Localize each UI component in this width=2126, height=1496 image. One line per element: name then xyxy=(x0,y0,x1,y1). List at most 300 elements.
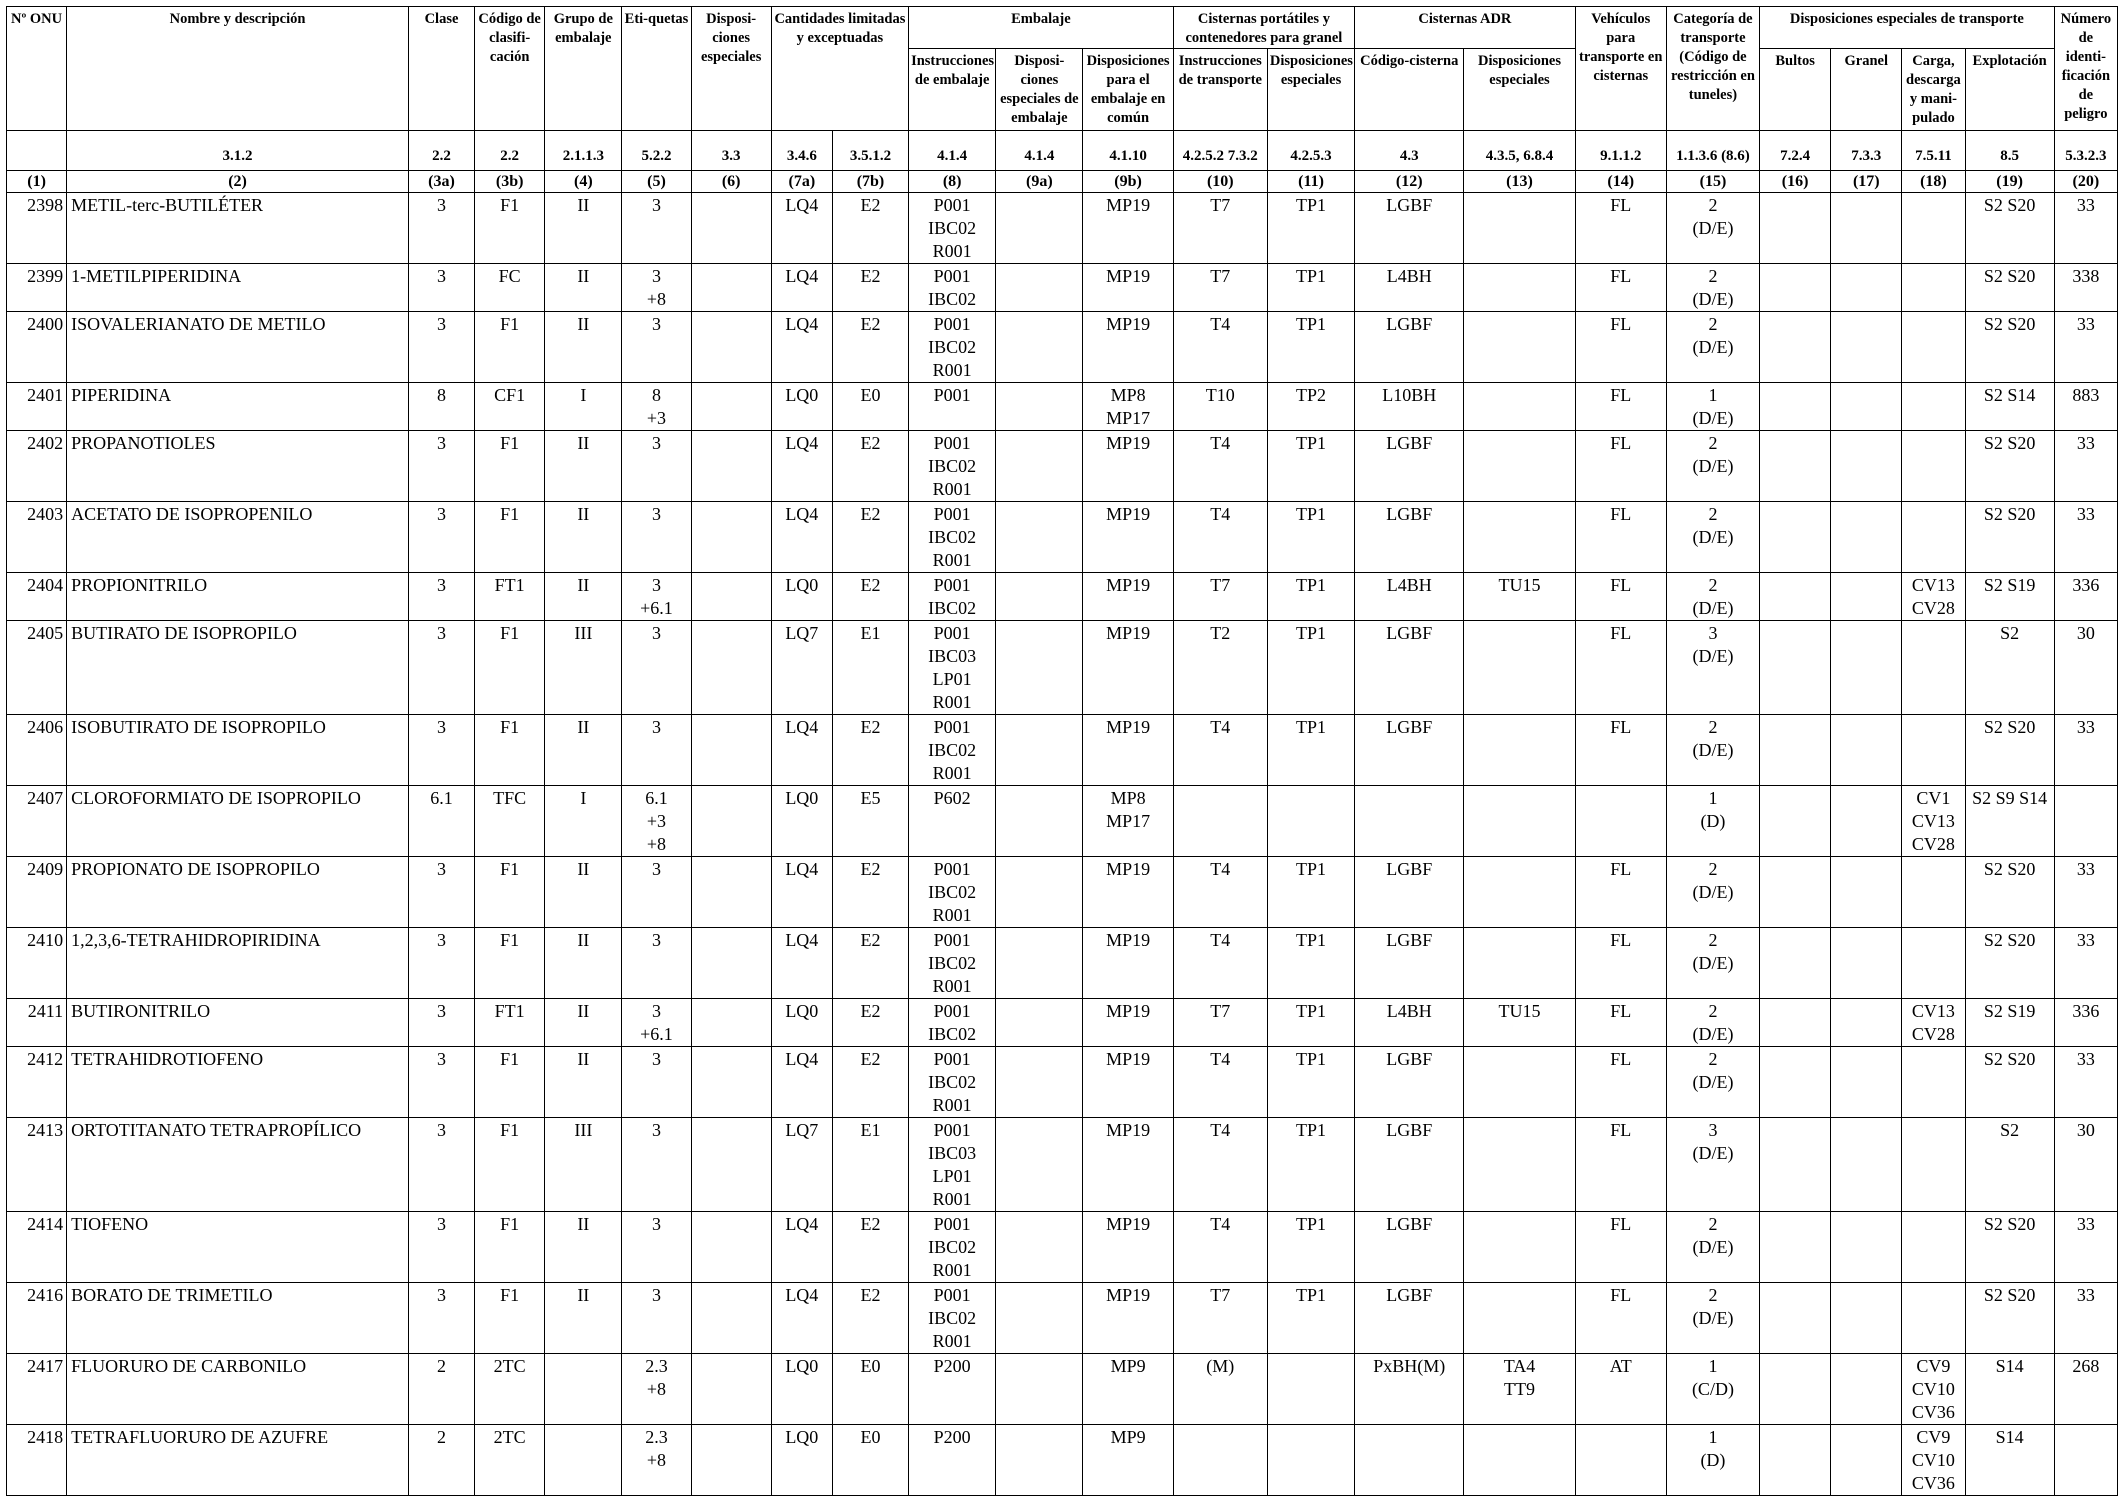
cell-grupo-embalaje xyxy=(545,715,622,786)
cell-codigo-clasificacion xyxy=(475,1047,545,1118)
cell-line: LGBF xyxy=(1386,930,1433,950)
header-cisternas-port: Cisternas portátiles y contenedores para granel xyxy=(1173,7,1354,49)
cell-disp-esp-cisternas xyxy=(1267,715,1354,786)
cell-line: LQ7 xyxy=(785,623,819,643)
header-disp-esp-adr: Disposiciones especiales xyxy=(1464,49,1575,131)
table-row xyxy=(7,193,2118,264)
cell-cantidades-exceptuadas xyxy=(832,999,908,1047)
cell-line: CV9 xyxy=(1916,1427,1951,1447)
cell-explotacion xyxy=(1965,264,2054,312)
cell-instrucciones-transporte xyxy=(1173,1425,1267,1496)
cell-line: MP19 xyxy=(1106,1049,1151,1069)
cell-disposiciones-especiales xyxy=(691,1047,771,1118)
col-number: (19) xyxy=(1965,171,2054,193)
cell-line: FT1 xyxy=(494,1001,525,1021)
cell-line: 2 xyxy=(437,1427,446,1447)
cell-name xyxy=(67,502,409,573)
cell-cantidades-exceptuadas xyxy=(832,431,908,502)
header-un: Nº ONU xyxy=(7,7,67,131)
cell-cantidades-limitadas xyxy=(771,999,832,1047)
cell-disposiciones-especiales xyxy=(691,264,771,312)
cell-grupo-embalaje xyxy=(545,383,622,431)
cell-disp-esp-adr xyxy=(1464,1047,1575,1118)
cell-clase xyxy=(408,857,474,928)
cell-instrucciones-embalaje xyxy=(909,1118,996,1212)
header-codigo-clasif: Código de clasifi-cación xyxy=(475,7,545,131)
cell-line: 3 xyxy=(651,1120,661,1140)
cell-numero-peligro xyxy=(2054,715,2117,786)
cell-un-number xyxy=(7,1047,67,1118)
cell-line: P001 xyxy=(933,1049,971,1069)
cell-line: P001 xyxy=(933,717,971,737)
ref-cell: 3.1.2 xyxy=(67,131,409,171)
cell-line: 3 xyxy=(437,504,446,524)
cell-line: (D/E) xyxy=(1692,740,1734,760)
cell-disposiciones-especiales xyxy=(691,383,771,431)
header-disp-emb: Disposi-ciones especiales de embalaje xyxy=(996,49,1083,131)
cell-instrucciones-transporte xyxy=(1173,621,1267,715)
cell-line: 1 xyxy=(1708,788,1718,808)
ref-cell-empty xyxy=(7,131,67,171)
cell-grupo-embalaje xyxy=(545,1283,622,1354)
cell-carga-descarga xyxy=(1902,928,1965,999)
cell-disposiciones-especiales xyxy=(691,502,771,573)
cell-line: (D) xyxy=(1700,1450,1726,1470)
cell-line: BORATO DE TRIMETILO xyxy=(71,1285,273,1305)
cell-line: 268 xyxy=(2072,1356,2100,1376)
cell-line: ACETATO DE ISOPROPENILO xyxy=(71,504,313,524)
cell-line: FL xyxy=(1610,1214,1632,1234)
cell-disp-esp-cisternas xyxy=(1267,193,1354,264)
cell-cantidades-exceptuadas xyxy=(832,928,908,999)
cell-line: CV9 xyxy=(1916,1356,1951,1376)
ref-cell: 2.2 xyxy=(475,131,545,171)
cell-disp-esp-embalaje xyxy=(996,786,1083,857)
cell-disp-embalaje-comun xyxy=(1083,928,1173,999)
cell-codigo-cisterna xyxy=(1355,857,1464,928)
cell-line: IBC02 xyxy=(928,953,977,973)
cell-line: IBC02 xyxy=(928,598,977,618)
cell-codigo-clasificacion xyxy=(475,999,545,1047)
cell-codigo-clasificacion xyxy=(475,715,545,786)
cell-line: LQ4 xyxy=(785,266,819,286)
cell-explotacion xyxy=(1965,383,2054,431)
cell-granel xyxy=(1831,1354,1902,1425)
cell-line: 3 xyxy=(651,195,661,215)
cell-granel xyxy=(1831,573,1902,621)
cell-cantidades-exceptuadas xyxy=(832,857,908,928)
table-row xyxy=(7,383,2118,431)
cell-carga-descarga xyxy=(1902,715,1965,786)
col-number: (5) xyxy=(622,171,691,193)
cell-line: R001 xyxy=(932,241,972,261)
cell-line: (D/E) xyxy=(1692,1024,1734,1044)
cell-line: S2 S20 xyxy=(1983,195,2036,215)
cell-line: 1-METILPIPERIDINA xyxy=(71,266,242,286)
cell-line: 6.1 xyxy=(430,788,453,808)
cell-line: LGBF xyxy=(1386,623,1433,643)
cell-line: FL xyxy=(1610,504,1632,524)
cell-disp-esp-embalaje xyxy=(996,1118,1083,1212)
cell-disp-esp-embalaje xyxy=(996,383,1083,431)
cell-etiquetas xyxy=(622,193,691,264)
cell-line: S2 S14 xyxy=(1983,385,2036,405)
cell-clase xyxy=(408,312,474,383)
cell-line: (D/E) xyxy=(1692,646,1734,666)
cell-granel xyxy=(1831,999,1902,1047)
cell-carga-descarga xyxy=(1902,502,1965,573)
cell-line: R001 xyxy=(932,1095,972,1115)
cell-un-number xyxy=(7,193,67,264)
cell-codigo-cisterna xyxy=(1355,1047,1464,1118)
cell-disp-esp-adr xyxy=(1464,573,1575,621)
cell-explotacion xyxy=(1965,999,2054,1047)
cell-disp-embalaje-comun xyxy=(1083,999,1173,1047)
cell-line: LQ4 xyxy=(785,1214,819,1234)
cell-line: IBC02 xyxy=(928,1237,977,1257)
cell-codigo-cisterna xyxy=(1355,383,1464,431)
cell-line: T4 xyxy=(1210,1120,1231,1140)
cell-line: TP1 xyxy=(1296,1285,1327,1305)
cell-line: T7 xyxy=(1210,195,1231,215)
cell-carga-descarga xyxy=(1902,999,1965,1047)
cell-instrucciones-transporte xyxy=(1173,312,1267,383)
cell-codigo-cisterna xyxy=(1355,1354,1464,1425)
cell-numero-peligro xyxy=(2054,431,2117,502)
cell-line: T7 xyxy=(1210,1001,1231,1021)
cell-explotacion xyxy=(1965,857,2054,928)
cell-line: E0 xyxy=(860,385,881,405)
cell-disp-esp-cisternas xyxy=(1267,312,1354,383)
cell-bultos xyxy=(1760,857,1831,928)
cell-line: TETRAFLUORURO DE AZUFRE xyxy=(71,1427,329,1447)
cell-grupo-embalaje xyxy=(545,1047,622,1118)
cell-explotacion xyxy=(1965,1118,2054,1212)
ref-cell: 4.1.4 xyxy=(996,131,1083,171)
cell-granel xyxy=(1831,383,1902,431)
cell-line: 2398 xyxy=(27,195,64,215)
cell-line: R001 xyxy=(932,1260,972,1280)
cell-line: PROPIONATO DE ISOPROPILO xyxy=(71,859,320,879)
cell-vehiculos xyxy=(1575,193,1666,264)
cell-line: (D/E) xyxy=(1692,1237,1734,1257)
cell-disp-embalaje-comun xyxy=(1083,573,1173,621)
cell-cantidades-exceptuadas xyxy=(832,1118,908,1212)
col-number: (14) xyxy=(1575,171,1666,193)
cell-line: IBC02 xyxy=(928,289,977,309)
cell-disp-embalaje-comun xyxy=(1083,383,1173,431)
cell-cantidades-limitadas xyxy=(771,1283,832,1354)
cell-line: CV10 xyxy=(1911,1450,1955,1470)
cell-line: S2 S20 xyxy=(1983,1285,2036,1305)
cell-numero-peligro xyxy=(2054,928,2117,999)
cell-line: 2 xyxy=(1708,433,1718,453)
cell-codigo-clasificacion xyxy=(475,1425,545,1496)
cell-line: 3 xyxy=(437,1049,446,1069)
cell-clase xyxy=(408,502,474,573)
cell-line: +8 xyxy=(646,834,667,854)
cell-disp-esp-cisternas xyxy=(1267,621,1354,715)
cell-disp-esp-cisternas xyxy=(1267,1425,1354,1496)
cell-disp-esp-adr xyxy=(1464,1425,1575,1496)
cell-instrucciones-transporte xyxy=(1173,999,1267,1047)
cell-vehiculos xyxy=(1575,1212,1666,1283)
cell-cantidades-limitadas xyxy=(771,715,832,786)
cell-categoria-transporte xyxy=(1666,193,1759,264)
reference-row xyxy=(7,131,2118,171)
cell-disp-esp-cisternas xyxy=(1267,264,1354,312)
cell-clase xyxy=(408,1283,474,1354)
cell-line: 3 xyxy=(651,859,661,879)
cell-line: PROPIONITRILO xyxy=(71,575,208,595)
cell-line: TP1 xyxy=(1296,1001,1327,1021)
cell-line: (D/E) xyxy=(1692,1143,1734,1163)
cell-cantidades-exceptuadas xyxy=(832,193,908,264)
cell-un-number xyxy=(7,857,67,928)
cell-carga-descarga xyxy=(1902,312,1965,383)
cell-disp-embalaje-comun xyxy=(1083,1212,1173,1283)
cell-line: TP1 xyxy=(1296,266,1327,286)
cell-codigo-cisterna xyxy=(1355,193,1464,264)
cell-un-number xyxy=(7,621,67,715)
cell-disp-esp-cisternas xyxy=(1267,857,1354,928)
cell-vehiculos xyxy=(1575,383,1666,431)
cell-line: E2 xyxy=(860,1285,881,1305)
cell-line: R001 xyxy=(932,479,972,499)
col-number: (4) xyxy=(545,171,622,193)
cell-line: MP19 xyxy=(1106,433,1151,453)
cell-disp-embalaje-comun xyxy=(1083,1047,1173,1118)
cell-line: LQ4 xyxy=(785,433,819,453)
cell-line: E2 xyxy=(860,717,881,737)
cell-line: 33 xyxy=(2076,1214,2095,1234)
cell-line: 3 xyxy=(437,266,446,286)
cell-bultos xyxy=(1760,264,1831,312)
cell-name xyxy=(67,928,409,999)
table-row xyxy=(7,1212,2118,1283)
cell-line: E2 xyxy=(860,1214,881,1234)
cell-disposiciones-especiales xyxy=(691,1212,771,1283)
cell-grupo-embalaje xyxy=(545,312,622,383)
cell-name xyxy=(67,1118,409,1212)
cell-categoria-transporte xyxy=(1666,1283,1759,1354)
cell-line: S2 S20 xyxy=(1983,859,2036,879)
cell-disposiciones-especiales xyxy=(691,312,771,383)
cell-line: E2 xyxy=(860,195,881,215)
cell-line: TP1 xyxy=(1296,717,1327,737)
cell-line: LGBF xyxy=(1386,1120,1433,1140)
header-row-top xyxy=(7,7,2118,49)
cell-line: 2403 xyxy=(27,504,64,524)
cell-instrucciones-transporte xyxy=(1173,264,1267,312)
cell-line: E2 xyxy=(860,575,881,595)
cell-explotacion xyxy=(1965,431,2054,502)
cell-carga-descarga xyxy=(1902,573,1965,621)
cell-line: FLUORURO DE CARBONILO xyxy=(71,1356,307,1376)
cell-line: E0 xyxy=(860,1427,881,1447)
cell-codigo-cisterna xyxy=(1355,1425,1464,1496)
cell-categoria-transporte xyxy=(1666,786,1759,857)
cell-categoria-transporte xyxy=(1666,1212,1759,1283)
table-row xyxy=(7,1283,2118,1354)
cell-bultos xyxy=(1760,502,1831,573)
cell-granel xyxy=(1831,264,1902,312)
cell-carga-descarga xyxy=(1902,1118,1965,1212)
cell-vehiculos xyxy=(1575,621,1666,715)
cell-disp-esp-adr xyxy=(1464,312,1575,383)
cell-line: 3 xyxy=(1708,623,1718,643)
cell-line: LQ4 xyxy=(785,195,819,215)
cell-line: LQ0 xyxy=(785,1356,819,1376)
cell-cantidades-exceptuadas xyxy=(832,1425,908,1496)
cell-line: E2 xyxy=(860,433,881,453)
cell-vehiculos xyxy=(1575,312,1666,383)
cell-line: F1 xyxy=(500,1214,520,1234)
cell-line: 2406 xyxy=(27,717,64,737)
cell-line: CV13 xyxy=(1911,1001,1955,1021)
cell-line: TFC xyxy=(493,788,527,808)
cell-line: II xyxy=(577,314,590,334)
cell-line: MP9 xyxy=(1110,1427,1146,1447)
cell-disposiciones-especiales xyxy=(691,193,771,264)
cell-line: E1 xyxy=(860,623,881,643)
cell-line: 1 xyxy=(1708,1356,1718,1376)
cell-explotacion xyxy=(1965,1212,2054,1283)
cell-bultos xyxy=(1760,715,1831,786)
cell-disp-esp-embalaje xyxy=(996,1283,1083,1354)
cell-line: (D/E) xyxy=(1692,337,1734,357)
ref-cell: 4.3.5, 6.8.4 xyxy=(1464,131,1575,171)
cell-disposiciones-especiales xyxy=(691,857,771,928)
cell-line: FL xyxy=(1610,266,1632,286)
cell-un-number xyxy=(7,928,67,999)
cell-line: 3 xyxy=(437,859,446,879)
cell-categoria-transporte xyxy=(1666,431,1759,502)
cell-line: F1 xyxy=(500,1049,520,1069)
cell-line: S2 S20 xyxy=(1983,314,2036,334)
cell-line: MP19 xyxy=(1106,859,1151,879)
cell-categoria-transporte xyxy=(1666,1118,1759,1212)
cell-numero-peligro xyxy=(2054,621,2117,715)
table-row xyxy=(7,1354,2118,1425)
cell-line: LGBF xyxy=(1386,195,1433,215)
cell-disp-embalaje-comun xyxy=(1083,1354,1173,1425)
table-row xyxy=(7,621,2118,715)
cell-instrucciones-embalaje xyxy=(909,621,996,715)
cell-disp-esp-cisternas xyxy=(1267,573,1354,621)
cell-line: 3 xyxy=(437,575,446,595)
cell-cantidades-exceptuadas xyxy=(832,264,908,312)
cell-line: F1 xyxy=(500,195,520,215)
cell-numero-peligro xyxy=(2054,999,2117,1047)
header-cisternas-adr: Cisternas ADR xyxy=(1355,7,1576,49)
cell-disp-embalaje-comun xyxy=(1083,1283,1173,1354)
cell-line: 3 xyxy=(437,930,446,950)
cell-vehiculos xyxy=(1575,1047,1666,1118)
cell-cantidades-exceptuadas xyxy=(832,312,908,383)
cell-instrucciones-transporte xyxy=(1173,502,1267,573)
cell-line: MP19 xyxy=(1106,266,1151,286)
cell-un-number xyxy=(7,573,67,621)
cell-instrucciones-embalaje xyxy=(909,1212,996,1283)
cell-line: AT xyxy=(1609,1356,1632,1376)
cell-line: BUTIRONITRILO xyxy=(71,1001,211,1021)
cell-line: LP01 xyxy=(932,669,972,689)
cell-line: II xyxy=(577,1049,590,1069)
cell-cantidades-limitadas xyxy=(771,1212,832,1283)
table-row xyxy=(7,715,2118,786)
cell-vehiculos xyxy=(1575,1354,1666,1425)
cell-un-number xyxy=(7,502,67,573)
cell-line: F1 xyxy=(500,859,520,879)
cell-granel xyxy=(1831,786,1902,857)
cell-categoria-transporte xyxy=(1666,312,1759,383)
cell-bultos xyxy=(1760,1354,1831,1425)
cell-line: T10 xyxy=(1205,385,1235,405)
cell-line: FL xyxy=(1610,1001,1632,1021)
cell-vehiculos xyxy=(1575,431,1666,502)
cell-disp-esp-adr xyxy=(1464,857,1575,928)
cell-line: 2410 xyxy=(27,930,64,950)
cell-line: TP1 xyxy=(1296,1214,1327,1234)
cell-clase xyxy=(408,786,474,857)
cell-line: 3 xyxy=(437,717,446,737)
cell-line: IBC02 xyxy=(928,1072,977,1092)
cell-clase xyxy=(408,1118,474,1212)
cell-line: S2 S20 xyxy=(1983,1049,2036,1069)
cell-line: L4BH xyxy=(1386,266,1432,286)
cell-carga-descarga xyxy=(1902,431,1965,502)
cell-bultos xyxy=(1760,1118,1831,1212)
header-granel: Granel xyxy=(1831,49,1902,131)
cell-numero-peligro xyxy=(2054,1047,2117,1118)
cell-line: 3 xyxy=(437,1120,446,1140)
cell-line: 2 xyxy=(1708,266,1718,286)
cell-line: CLOROFORMIATO DE ISOPROPILO xyxy=(71,788,361,808)
cell-line: II xyxy=(577,433,590,453)
cell-codigo-cisterna xyxy=(1355,312,1464,383)
cell-name xyxy=(67,264,409,312)
cell-instrucciones-transporte xyxy=(1173,431,1267,502)
cell-line: TT9 xyxy=(1504,1379,1535,1399)
cell-line: 2 xyxy=(1708,717,1718,737)
ref-cell: 3.5.1.2 xyxy=(832,131,908,171)
cell-line: T7 xyxy=(1210,575,1231,595)
ref-cell: 4.2.5.2 7.3.2 xyxy=(1173,131,1267,171)
cell-line: L4BH xyxy=(1386,575,1432,595)
cell-disposiciones-especiales xyxy=(691,573,771,621)
cell-codigo-cisterna xyxy=(1355,928,1464,999)
cell-line: 336 xyxy=(2072,1001,2100,1021)
cell-line: LGBF xyxy=(1386,1049,1433,1069)
cell-granel xyxy=(1831,621,1902,715)
cell-cantidades-limitadas xyxy=(771,1118,832,1212)
cell-line: 2413 xyxy=(27,1120,64,1140)
cell-line: F1 xyxy=(500,1120,520,1140)
cell-line: IBC02 xyxy=(928,527,977,547)
cell-categoria-transporte xyxy=(1666,999,1759,1047)
cell-line: S2 S9 S14 xyxy=(1972,788,2048,808)
cell-line: 3 xyxy=(1708,1120,1718,1140)
cell-line: III xyxy=(574,1120,593,1140)
cell-line: II xyxy=(577,859,590,879)
cell-granel xyxy=(1831,502,1902,573)
cell-bultos xyxy=(1760,1212,1831,1283)
cell-line: LQ4 xyxy=(785,314,819,334)
col-number: (15) xyxy=(1666,171,1759,193)
cell-line: 2400 xyxy=(27,314,64,334)
cell-line: +8 xyxy=(646,1450,667,1470)
